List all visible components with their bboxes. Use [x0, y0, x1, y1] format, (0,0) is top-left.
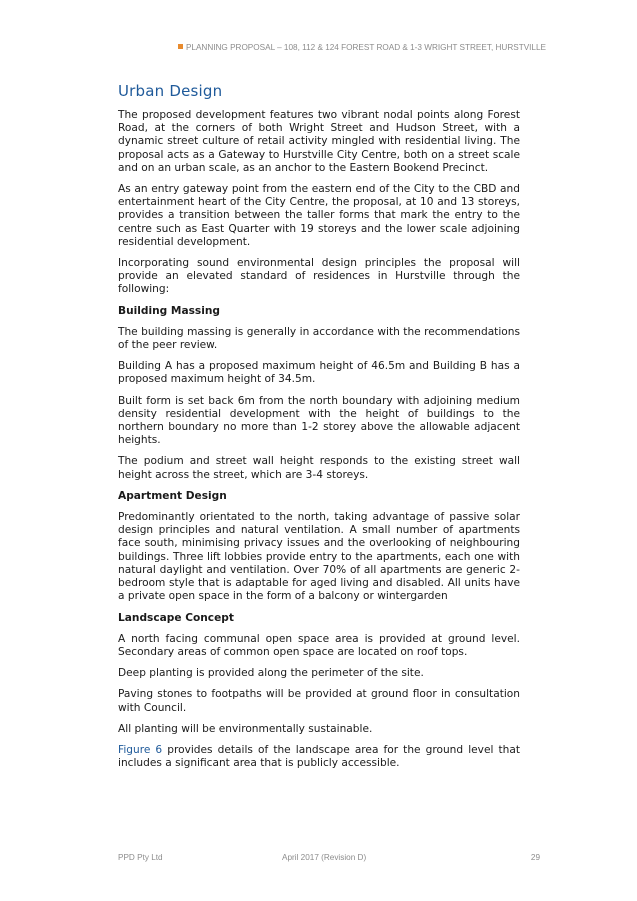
footer-company: PPD Pty Ltd — [118, 853, 163, 862]
building-massing-paragraph: Built form is set back 6m from the north boundary with adjoining medium density residential development with the height of buildings to the northern boundary no more than 1-2 storey above the allowable adjacent heights. — [118, 394, 520, 447]
landscape-paragraph: All planting will be environmentally sustainable. — [118, 722, 373, 735]
header-marker — [178, 44, 183, 49]
figure-reference-paragraph — [118, 744, 520, 770]
apartment-design-heading: Apartment Design — [118, 489, 227, 502]
intro-paragraph-2: As an entry gateway point from the eastern end of the City to the CBD and entertainment heart of the City Centre, the proposal, at 10 and 13 storeys, provides a transition between the taller forms that mark the entry to the centre such as East Quarter with 19 storeys and the lower scale adjoining residential development. — [118, 183, 520, 248]
apartment-design-paragraph: Predominantly orientated to the north, taking advantage of passive solar design principles and natural ventilation. A small number of apartments face south, minimising privacy issues and the overlooking of neighbouring buildings. Three lift lobbies provide entry to the apartments, each one with natural daylight and ventilation. Over 70% of all apartments are generic 2-bedroom style that is adaptable for aged living and disabled. All units have a private open space in the form of a balcony or wintergarden — [118, 511, 520, 603]
figure-6-link[interactable]: Figure 6 — [118, 743, 163, 756]
landscape-paragraph: Deep planting is provided along the perimeter of the site. — [118, 667, 424, 680]
intro-paragraph-3: Incorporating sound environmental design principles the proposal will provide an elevated standard of residences in Hurstville through the following: — [118, 257, 520, 296]
document-body — [118, 82, 520, 778]
building-massing-paragraph: Building A has a proposed maximum height of 46.5m and Building B has a proposed maximum height of 34.5m. — [118, 360, 520, 386]
footer-date: April 2017 (Revision D) — [282, 853, 367, 862]
figure-reference-text: provides details of the landscape area for the ground level that includes a significant area that is publicly accessible. — [118, 743, 520, 770]
building-massing-paragraph: The building massing is generally in accordance with the recommendations of the peer review. — [118, 325, 520, 352]
footer-page-number: 29 — [530, 853, 540, 862]
landscape-paragraph: A north facing communal open space area is provided at ground level. Secondary areas of common open space are located on roof tops. — [118, 632, 520, 658]
building-massing-heading: Building Massing — [118, 304, 220, 317]
page-header — [178, 43, 546, 52]
header-text: PLANNING PROPOSAL – 108, 112 & 124 FOREST ROAD & 1-3 WRIGHT STREET, HURSTVILLE — [185, 43, 546, 52]
intro-paragraph-1: The proposed development features two vibrant nodal points along Forest Road, at the corners of both Wright Street and Hudson Street, with a dynamic street culture of retail activity mingled with residential living. The proposal acts as a Gateway to Hurstville City Centre, both on a street scale and on an urban scale, as an anchor to the Eastern Bookend Precinct. — [118, 109, 520, 174]
section-title: Urban Design — [118, 82, 223, 100]
landscape-paragraph: Paving stones to footpaths will be provided at ground floor in consultation with Council. — [118, 688, 520, 714]
landscape-concept-heading: Landscape Concept — [118, 611, 234, 624]
building-massing-paragraph: The podium and street wall height responds to the existing street wall height across the street, which are 3-4 storeys. — [118, 455, 520, 481]
